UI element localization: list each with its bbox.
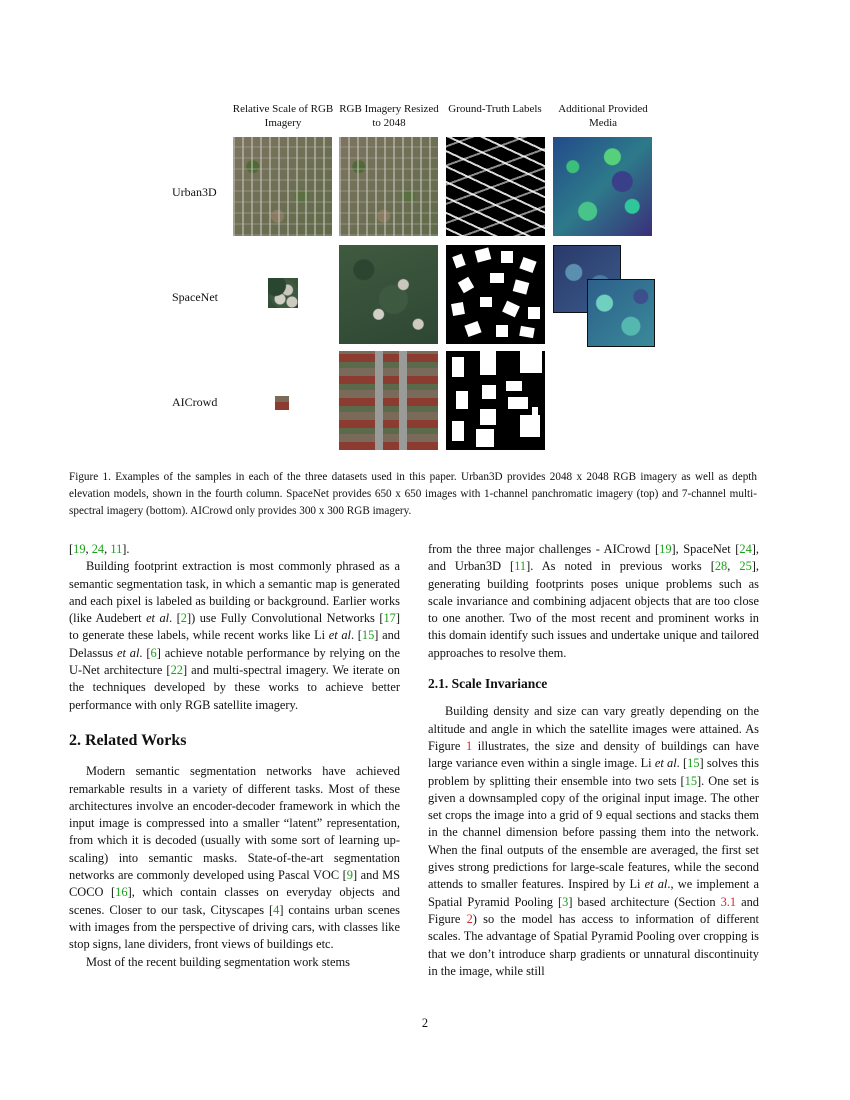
citation-11[interactable]: 11 (514, 559, 527, 574)
spacenet-multispectral-image (587, 279, 655, 347)
citation-19[interactable]: 19 (659, 542, 672, 556)
section-heading-scale-invariance: 2.1. Scale Invariance (428, 676, 548, 692)
citation-24[interactable]: 24 (91, 542, 105, 556)
header-additional-media: Additional Provided Media (558, 103, 648, 129)
section-heading-related-works: 2. Related Works (69, 731, 187, 749)
citation-11[interactable]: 11 (110, 542, 123, 556)
citation-24[interactable]: 24 (739, 542, 752, 556)
citation-22[interactable]: 22 (170, 663, 183, 678)
citation-2[interactable]: 2 (180, 611, 187, 626)
urban3d-depth-elevation-image (553, 137, 652, 236)
row-label-spacenet: SpaceNet (172, 290, 218, 304)
figure-caption: Figure 1. Examples of the samples in each of the three datasets used in this paper. Urban3D provides 2048 x 2048 RGB imagery as well as depth elevation models, shown in the fourth column. SpaceNet provides 650 x 650 images with 1-channel panchromatic imagery (top) and 7-channel multi-spectral imagery (bottom). AICrowd only provides 300 x 300 RGB imagery. (69, 471, 757, 517)
spacenet-relative-scale-image (268, 278, 298, 308)
citation-16[interactable]: 16 (115, 885, 128, 900)
citation-15[interactable]: 15 (361, 628, 375, 643)
citation-28[interactable]: 28 (714, 559, 728, 574)
right-column (428, 541, 759, 980)
aicrowd-rgb-resized-image (339, 351, 438, 450)
citation-4[interactable]: 4 (273, 902, 280, 917)
spacenet-rgb-resized-image (339, 245, 438, 344)
citation-17[interactable]: 17 (383, 611, 396, 626)
spacenet-ground-truth-mask (446, 245, 545, 344)
left-column (69, 541, 400, 971)
citation-19[interactable]: 19 (73, 542, 86, 556)
header-ground-truth: Ground-Truth Labels (448, 103, 542, 115)
header-relative-scale: Relative Scale of RGB Imagery (232, 103, 334, 129)
right-paragraph-2: Building density and size can vary greatly depending on the altitude and angle in which the satellite images were attained. As Figure 1 illustrates, the size and density of buildings can have large variance even within a single image. Li et al. [15] solves this problem by splitting their ensemble into two sets [15]. One set is given a downsampled copy of the original input image. The other set crops the image into a grid of 9 equal sections and stacks them in the channel dimension before passing them into the network. When the final outputs of the ensemble are averaged, the first set gives strong predictions for large-scale features, while the second attends to smaller features. Inspired by Li et al., we implement a Spatial Pyramid Pooling [3] based architecture (Section 3.1 and Figure 2) so the model has access to information of different scales. The advantage of Spatial Pyramid Pooling over cropping is that we don’t introduce sharp gradients or unnatural discontinuity in the image, while still (428, 704, 760, 978)
citation-9[interactable]: 9 (346, 868, 353, 883)
row-label-aicrowd: AICrowd (172, 395, 218, 409)
section-3-1-link[interactable]: 3.1 (720, 894, 737, 909)
figure-1-link[interactable]: 1 (465, 738, 473, 753)
page-number: 2 (421, 1016, 429, 1030)
urban3d-relative-scale-image (233, 137, 332, 236)
citation-6[interactable]: 6 (150, 645, 157, 660)
left-paragraph-4: Most of the recent building segmentation work stems (86, 954, 350, 969)
figure-2-link[interactable]: 2 (466, 911, 473, 926)
left-paragraph-1: [19, 24, 11]. (69, 542, 130, 556)
aicrowd-relative-scale-image (275, 396, 289, 410)
citation-15[interactable]: 15 (684, 773, 698, 788)
header-rgb-resized: RGB Imagery Resized to 2048 (339, 103, 439, 129)
left-paragraph-2: Building footprint extraction is most commonly phrased as a semantic segmentation task, in which a semantic map is generated and each pixel is labeled as building or background. Earlier works (like Audebert et al. [2]) use Fully Convolutional Networks [17] to generate these labels, while recent works like Li et al. [15] and Delassus et al. [6] achieve notable performance by relying on the U-Net architecture [22] and multi-spectral imagery. We iterate on the techniques developed by these works to achieve better performance with only RGB satellite imagery. (69, 559, 401, 712)
urban3d-ground-truth-mask (446, 137, 545, 236)
right-paragraph-1: from the three major challenges - AICrowd [19], SpaceNet [24], and Urban3D [11]. As noted in previous works [28, 25], generating building footprints poses unique problems such as scale invariance and combining adjacent objects that are too close to one another. Two of the most recent and prominent works in this domain identify such issues and undertake unique and tailored approaches to resolve them. (428, 542, 760, 660)
citation-15[interactable]: 15 (687, 756, 700, 771)
left-paragraph-3: Modern semantic segmentation networks have achieved remarkable results in a variety of different tasks. Most of these architectures involve an encoder-decoder framework in which the input image is compressed into a smaller “latent” representation, from which it is decoded (usually with some sort of learning up-scaling) into semantic masks. State-of-the-art segmentation networks are commonly developed using Pascal VOC [9] and MS COCO [16], which contain classes on everyday objects and scenes. Closer to our task, Cityscapes [4] contains urban scenes with images from the perspective of driving cars, with classes like stop signs, lane dividers, front views of buildings etc. (69, 764, 400, 952)
aicrowd-ground-truth-mask (446, 351, 545, 450)
row-label-urban3d: Urban3D (172, 185, 217, 199)
citation-25[interactable]: 25 (739, 559, 752, 574)
urban3d-rgb-resized-image (339, 137, 438, 236)
citation-3[interactable]: 3 (562, 894, 569, 909)
